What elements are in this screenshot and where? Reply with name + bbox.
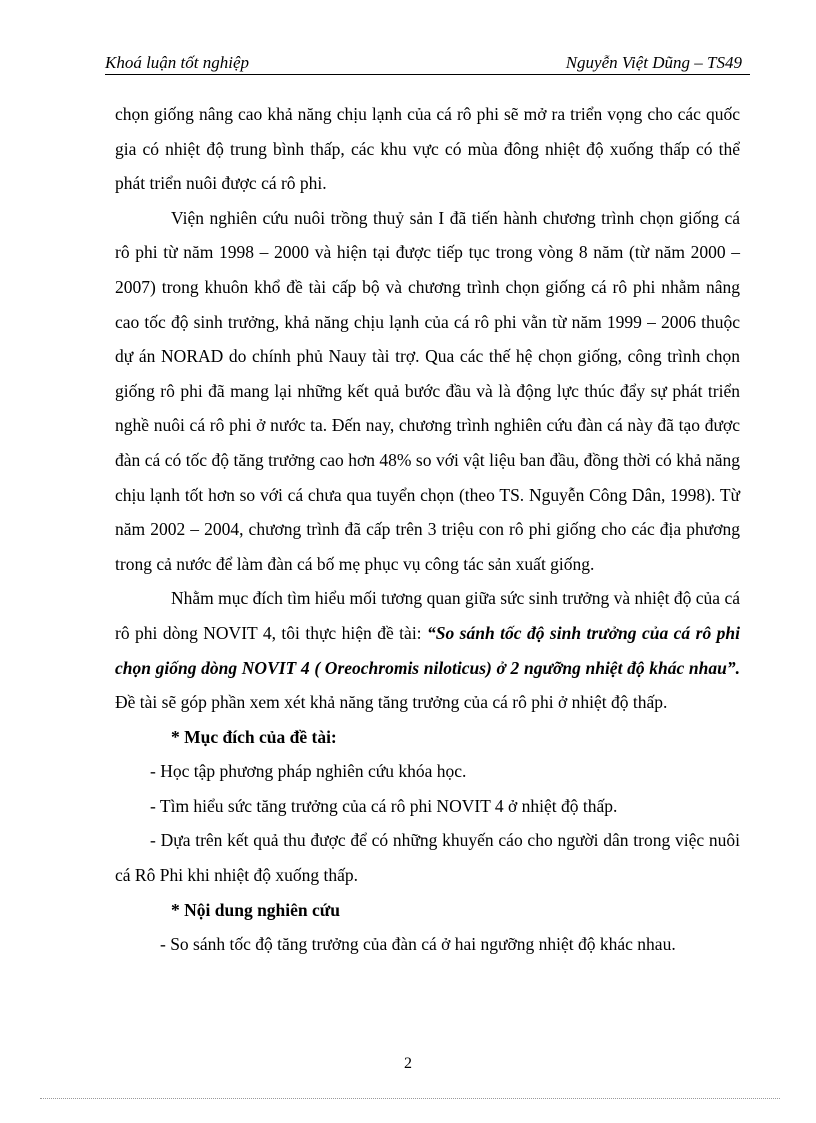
- header-thesis-label: Khoá luận tốt nghiệp: [105, 53, 250, 72]
- purpose-item: - Tìm hiểu sức tăng trưởng của cá rô phi NOVIT 4 ở nhiệt độ thấp.: [150, 795, 618, 816]
- page-bottom-divider: [40, 1098, 780, 1099]
- document-body: [115, 97, 740, 962]
- content-item: - So sánh tốc độ tăng trưởng của đàn cá ở hai ngưỡng nhiệt độ khác nhau.: [160, 934, 676, 955]
- topic-outro-text: Đề tài sẽ góp phần xem xét khả năng tăng trưởng của cá rô phi ở nhiệt độ thấp.: [115, 692, 668, 713]
- purpose-item: - Dựa trên kết quả thu được để có những khuyến cáo cho người dân trong việc nuôi cá Rô Phi khi nhiệt độ xuống thấp.: [115, 830, 740, 886]
- topic-intro-text: Nhằm mục đích tìm hiểu mối tương quan giữa sức sinh trưởng và nhiệt độ của cá rô phi dòng NOVIT 4, tôi thực hiện đề tài:: [115, 588, 740, 643]
- topic-title: “So sánh tốc độ sinh trưởng của cá rô phi chọn giống dòng NOVIT 4 ( Oreochromis niloticus) ở 2 ngưỡng nhiệt độ khác nhau”.: [115, 622, 740, 678]
- page-number: 2: [404, 1055, 412, 1072]
- purpose-item: - Học tập phương pháp nghiên cứu khóa học.: [150, 761, 467, 782]
- content-heading: * Nội dung nghiên cứu: [171, 899, 341, 920]
- purpose-heading: * Mục đích của đề tài:: [171, 726, 337, 747]
- paragraph-institute: Viện nghiên cứu nuôi trồng thuỷ sản I đã tiến hành chương trình chọn giống cá rô phi từ năm 1998 – 2000 và hiện tại được tiếp tục trong vòng 8 năm (từ năm 2000 – 2007) trong khuôn khổ đề tài cấp bộ và chương trình chọn giống cá rô phi nhằm nâng cao tốc độ sinh trưởng, khả năng chịu lạnh của cá rô phi vằn từ năm 1999 – 2006 thuộc dự án NORAD do chính phủ Nauy tài trợ. Qua các thế hệ chọn giống, công trình chọn giống rô phi đã mang lại những kết quả bước đầu và là động lực thúc đẩy sự phát triển nghề nuôi cá rô phi ở nước ta. Đến nay, chương trình nghiên cứu đàn cá này đã tạo được đàn cá có tốc độ tăng trưởng cao hơn 48% so với vật liệu ban đầu, đồng thời có khả năng chịu lạnh tốt hơn so với cá chưa qua tuyển chọn (theo TS. Nguyễn Công Dân, 1998). Từ năm 2002 – 2004, chương trình đã cấp trên 3 triệu con rô phi giống cho các địa phương trong cả nước để làm đàn cá bố mẹ phục vụ công tác sản xuất giống.: [115, 207, 740, 574]
- paragraph-topic: [115, 581, 740, 719]
- header-author: Nguyễn Việt Dũng – TS49: [565, 53, 742, 72]
- page-header: [105, 52, 750, 75]
- paragraph-continuation: chọn giống nâng cao khả năng chịu lạnh của cá rô phi sẽ mở ra triển vọng cho các quốc gia có nhiệt độ trung bình thấp, các khu vực có mùa đông nhiệt độ xuống thấp có thể phát triển nuôi được cá rô phi.: [115, 104, 740, 194]
